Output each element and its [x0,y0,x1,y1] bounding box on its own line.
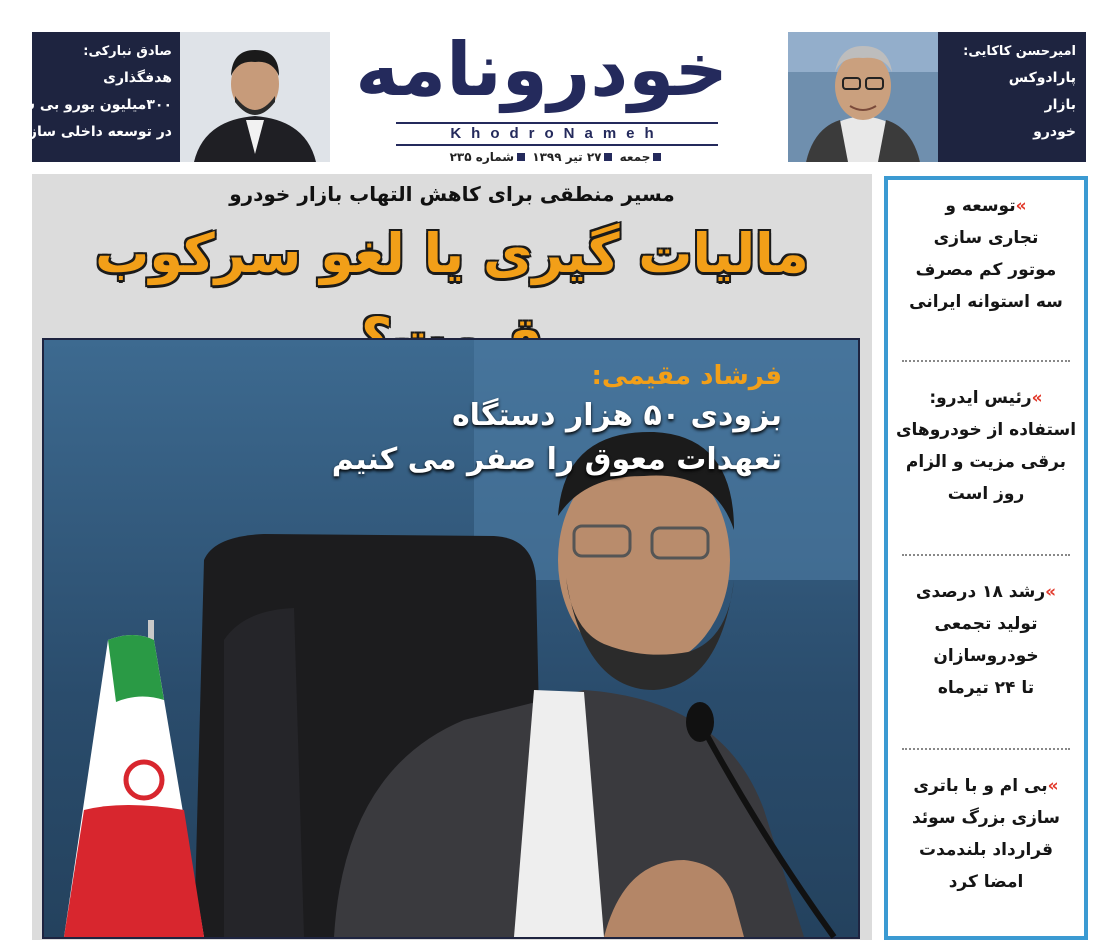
sidebar-item-2-line-3: برقی مزیت و الزام [905,452,1067,472]
columnist-line-left-2: ۳۰۰میلیون یورو بی سایپا [0,97,172,113]
sidebar-item-1-line-4: سه استوانه ایرانی [909,292,1063,312]
double-chevron-icon: » [1031,388,1043,408]
issue-day: جمعه [619,150,651,164]
square-bullet-icon [653,153,661,161]
columnist-box-right[interactable] [788,32,1086,162]
story-kicker: مسیر منطقی برای کاهش التهاب بازار خودرو [229,182,675,206]
columnist-name-right: امیرحسن کاکایی: [963,44,1076,59]
main-story-panel[interactable] [32,174,872,940]
sidebar-item-3-line-2: تولید تجمعی [934,614,1038,634]
columnist-line-right-2: بازار [1044,97,1076,113]
story-headline[interactable]: مالیات گیری یا لغو سرکوب [95,222,809,285]
columnist-text-right [938,38,1076,146]
columnist-text-left [0,38,172,146]
photo-author: فرشاد مقیمی: [591,361,782,391]
sidebar-item-1-line-2: تجاری سازی [933,228,1039,248]
photo-quote-line-1: بزودی ۵۰ هزار دستگاه [451,398,782,433]
sidebar-item-3-line-3: خودروسازان [933,646,1039,666]
sidebar-item-4[interactable] [888,770,1084,898]
columnist-line-right-1: پارادوکس [1008,70,1076,86]
sidebar-divider [902,748,1070,750]
columnist-line-left-1: هدفگذاری [103,70,172,86]
sidebar-item-2-line-4: روز است [947,484,1025,504]
columnist-photo-right [788,32,938,162]
issue-line [386,148,728,166]
photo-quote-line-2: تعهدات معوق را صفر می کنیم [331,442,782,477]
sidebar-news [884,176,1088,940]
sidebar-item-1-line-3: موتور کم مصرف [915,260,1057,280]
sidebar-item-1-line-1: توسعه و [945,196,1016,216]
sidebar-item-4-line-1: بی ام و با باتری [913,776,1048,796]
double-chevron-icon: » [1047,776,1059,796]
sidebar-item-1[interactable] [888,190,1084,318]
story-photo-caption [262,358,858,482]
logo-persian: خودرونامه [355,27,728,113]
double-chevron-icon: » [1015,196,1027,216]
square-bullet-icon [604,153,612,161]
sidebar-item-2[interactable] [888,382,1084,510]
sidebar-item-3-line-4: تا ۲۴ تیرماه [937,678,1035,698]
sidebar-item-2-line-2: استفاده از خودروهای [895,420,1077,440]
sidebar-divider [902,554,1070,556]
story-photo[interactable] [42,338,860,939]
columnist-photo-left [180,32,330,162]
sidebar-item-2-line-1: رئیس ایدرو: [929,388,1032,408]
sidebar-item-4-line-3: قرارداد بلندمدت [918,840,1054,860]
logo-latin: KhodroNameh [396,122,718,146]
sidebar-item-4-line-4: امضا کرد [948,872,1024,892]
sidebar-item-3-line-1: رشد ۱۸ درصدی [915,582,1046,602]
double-chevron-icon: » [1045,582,1057,602]
issue-date: ۲۷ تیر ۱۳۹۹ [532,150,602,164]
masthead[interactable] [355,22,728,172]
square-bullet-icon [517,153,525,161]
columnist-name-left: صادق نبارکی: [83,44,172,59]
sidebar-item-4-line-2: سازی بزرگ سوئد [911,808,1061,828]
issue-number: شماره ۲۳۵ [449,150,515,164]
sidebar-divider [902,360,1070,362]
columnist-line-right-3: خودرو [1033,124,1076,140]
sidebar-item-3[interactable] [888,576,1084,704]
columnist-box-left[interactable] [0,32,330,162]
columnist-line-left-3: در توسعه داخلی سازی [16,124,172,140]
